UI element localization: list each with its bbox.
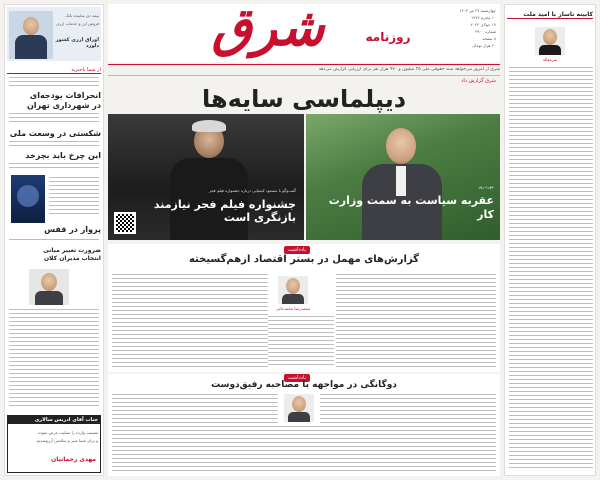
economy-section <box>108 244 500 372</box>
photo-right-kicker: چهره روز <box>478 184 494 189</box>
condolence-title: جناب آقای ادریس سالاری <box>8 416 100 424</box>
story1-line2: در شهرداری تهران <box>26 101 101 110</box>
photo-right <box>306 114 500 240</box>
story2-headline: شکستی در وسعت ملی <box>9 129 101 138</box>
interview-headline: دوگانگی در مواجهه با مصاحبه رفیق‌دوست <box>211 380 397 390</box>
date-line-1: چهارشنبه ۲۷ تیر ۱۴۰۳ <box>459 8 496 13</box>
date-line-6: ۲۰ هزار تومان <box>472 43 496 48</box>
story4-photo <box>29 269 69 305</box>
date-line-4: شماره ۴۹۰۰ <box>475 29 496 34</box>
main-headline: دیپلماسی سایه‌ها <box>201 85 407 113</box>
story4-line1: ضرورت تغییر مبانی <box>43 247 101 254</box>
ad-person-photo <box>9 11 53 59</box>
economy-headline: گزارش‌های مهمل در بستر اقتصاد ازهم‌گسیخته <box>188 254 419 265</box>
ad-line-2: فروش ارز و خدمات ارزی <box>56 21 99 26</box>
book-title: پرواز در قفس <box>44 225 101 234</box>
interview-section <box>108 374 500 476</box>
right-column <box>504 4 596 476</box>
left-column-header: از شما باخبرید <box>7 67 101 74</box>
main-kicker: شرق گزارش داد <box>461 78 496 84</box>
photo-left-headline: جشنواره فیلم فجر نیازمند بازنگری است <box>153 198 296 224</box>
economy-author: محمدرضا محمدخانی <box>275 306 311 311</box>
economy-author-photo <box>278 276 308 304</box>
right-column-title: کابینه ناساز با امید ملت <box>507 11 593 19</box>
condolence-line-2: و برای شما صبر و سلامتی آرزومندیم <box>36 438 98 443</box>
masthead <box>108 0 500 62</box>
story1-line1: انحرافات بودجه‌ای <box>29 91 101 100</box>
top-left-ad <box>7 7 101 61</box>
ticker: شرق از امروز می‌خواهد سند حقوقی ملی ۳۵ میلیون و ۹۷۰ هزار نفر برای ارزیابی گزارش می‌دهد <box>318 67 500 72</box>
photo-right-headline: عقربه سیاست به سمت وزارت کار <box>328 194 494 221</box>
masthead-title: شرق <box>211 0 325 58</box>
interview-photo <box>284 394 314 422</box>
qr-code-icon <box>114 212 136 234</box>
story4-line2: انتخاب مدیران کلان <box>43 255 101 262</box>
masthead-subtitle: روزنامه <box>365 30 411 44</box>
ad-line-1: بیمه دی نماینده بانک <box>65 13 99 18</box>
economy-tag: یادداشت <box>284 246 310 254</box>
condolence-sign: مهدی رحمانیان <box>51 456 96 463</box>
interview-tag: یادداشت <box>284 374 310 382</box>
date-line-2: ۱۰ محرم ۱۴۴۶ <box>471 15 496 20</box>
right-column-author: سرمقاله <box>542 57 558 62</box>
date-line-3: ۱۷ جولای ۲۰۲۴ <box>470 22 496 27</box>
date-line-5: ۸ صفحه <box>482 36 496 41</box>
columnist-photo <box>535 27 565 55</box>
photo-left-caption: گفت‌وگو با مسعود کیمیایی درباره جشنواره فیلم فجر <box>208 188 296 193</box>
condolence-box <box>7 415 101 473</box>
left-column <box>4 4 104 476</box>
photo-left <box>108 114 304 240</box>
book-cover <box>11 175 45 223</box>
condolence-line-1: مصیبت وارده را تسلیت عرض نموده <box>37 430 98 435</box>
story3-headline: این چرخ باید بچرخد <box>25 151 101 160</box>
ad-headline: اوراق ارزی کشور دلوزد <box>55 37 99 49</box>
